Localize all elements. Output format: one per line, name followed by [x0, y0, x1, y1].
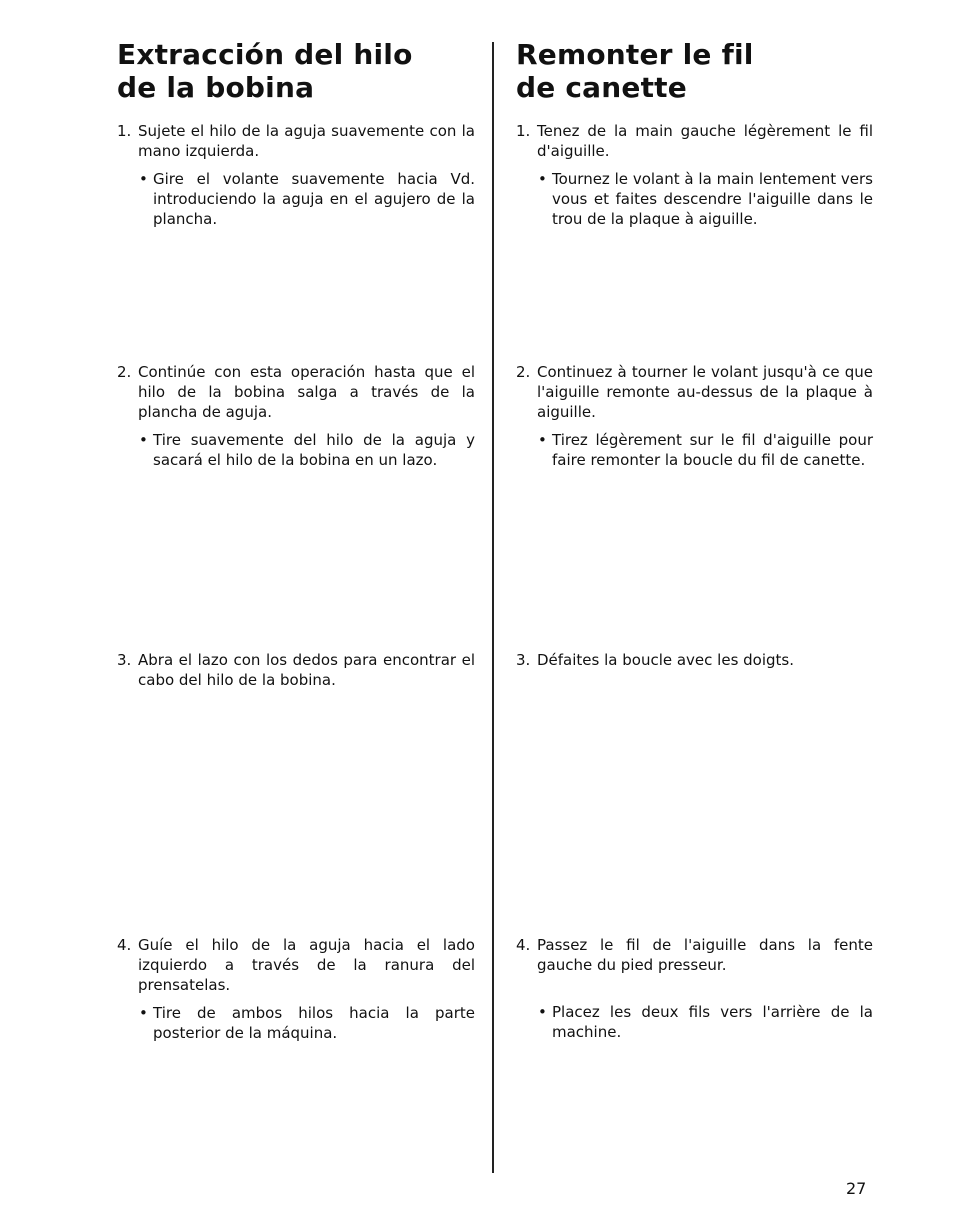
step-bullet-text: Tournez le volant à la main lentement vers vous et faites descendre l'aiguille dans le trou de la plaque à aiguille.: [552, 170, 873, 228]
bullet-icon: •: [139, 170, 148, 188]
spanish-title: [117, 38, 413, 104]
bullet-icon: •: [538, 431, 547, 449]
bullet-icon: •: [538, 170, 547, 188]
step-text: Continuez à tourner le volant jusqu'à ce que l'aiguille remonte au-dessus de la plaque à aiguille.: [537, 363, 873, 421]
spanish-step-3: [117, 650, 475, 690]
spanish-step-4: [117, 935, 475, 1043]
french-step-4: [516, 935, 873, 1042]
french-column: [516, 0, 873, 1232]
step-number: 4.: [117, 936, 132, 954]
bullet-icon: •: [139, 431, 148, 449]
bullet-icon: •: [538, 1003, 547, 1021]
french-step-3: [516, 650, 873, 670]
step-bullet-text: Placez les deux fils vers l'arrière de la machine.: [552, 1003, 873, 1041]
step-bullet-text: Tirez légèrement sur le fil d'aiguille pour faire remonter la boucle du fil de canette.: [552, 431, 873, 469]
spanish-title-line-2: de la bobina: [117, 71, 315, 104]
page-number: 27: [846, 1179, 867, 1198]
column-divider: [492, 42, 494, 1173]
spanish-title-line-1: Extracción del hilo: [117, 38, 413, 71]
bullet-icon: •: [139, 1004, 148, 1022]
step-bullet-text: Tire de ambos hilos hacia la parte posterior de la máquina.: [153, 1004, 475, 1042]
step-text: Sujete el hilo de la aguja suavemente con la mano izquierda.: [138, 122, 475, 160]
step-text: Passez le fil de l'aiguille dans la fente gauche du pied presseur.: [537, 936, 873, 974]
step-text: Tenez de la main gauche légèrement le fil d'aiguille.: [537, 122, 873, 160]
step-number: 1.: [516, 122, 531, 140]
step-text: Guíe el hilo de la aguja hacia el lado izquierdo a través de la ranura del prensatelas.: [138, 936, 475, 994]
french-step-2: [516, 362, 873, 470]
french-title-line-1: Remonter le fil: [516, 38, 754, 71]
step-text: Défaites la boucle avec les doigts.: [537, 651, 794, 669]
french-title: [516, 38, 754, 104]
step-bullet-text: Tire suavemente del hilo de la aguja y sacará el hilo de la bobina en un lazo.: [153, 431, 475, 469]
step-number: 2.: [516, 363, 531, 381]
step-number: 1.: [117, 122, 132, 140]
step-number: 3.: [516, 651, 531, 669]
step-number: 2.: [117, 363, 132, 381]
step-text: Abra el lazo con los dedos para encontrar el cabo del hilo de la bobina.: [138, 651, 475, 689]
french-title-line-2: de canette: [516, 71, 687, 104]
step-number: 3.: [117, 651, 132, 669]
step-number: 4.: [516, 936, 531, 954]
spanish-column: [117, 0, 475, 1232]
french-step-1: [516, 121, 873, 229]
spanish-step-2: [117, 362, 475, 470]
spanish-step-1: [117, 121, 475, 229]
step-text: Continúe con esta operación hasta que el hilo de la bobina salga a través de la plancha de aguja.: [138, 363, 475, 421]
step-bullet-text: Gire el volante suavemente hacia Vd. introduciendo la aguja en el agujero de la plancha.: [153, 170, 475, 228]
